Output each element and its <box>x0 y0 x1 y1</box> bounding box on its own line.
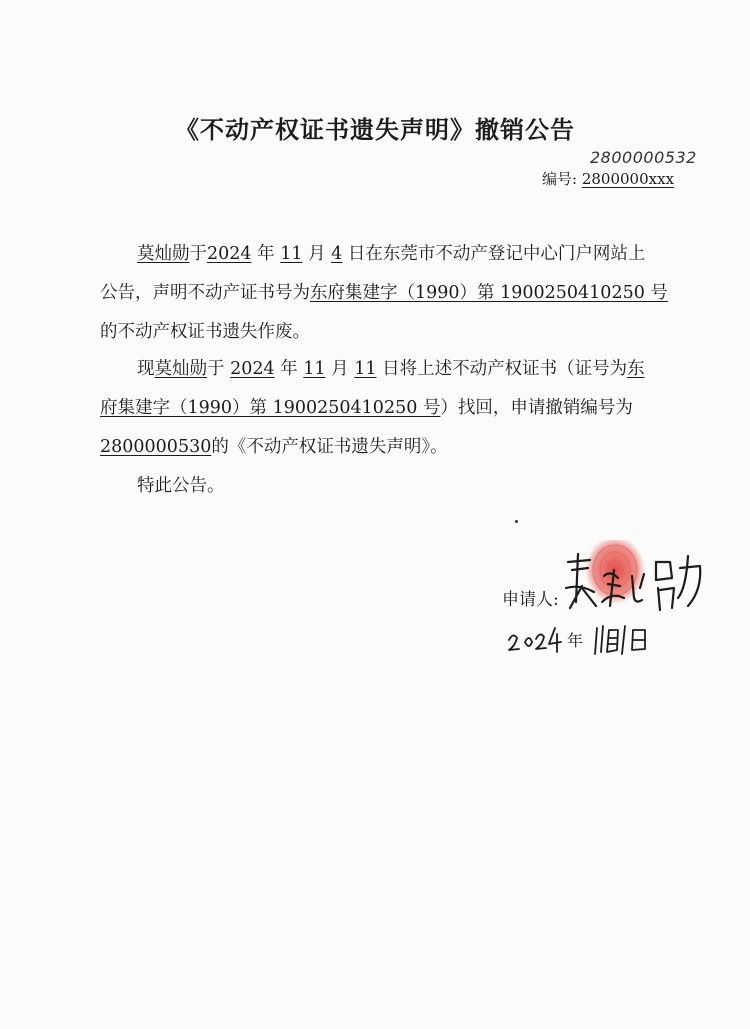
text: 年 <box>280 359 298 379</box>
fingerprint-stamp <box>585 540 645 604</box>
text: 于 <box>189 244 207 264</box>
paragraph-line <box>100 235 668 274</box>
handwritten-number: 2800000532 <box>590 148 697 167</box>
text: 月 <box>331 359 349 379</box>
text: 年 <box>257 244 275 264</box>
signature-with-fingerprint <box>560 540 710 630</box>
paragraph-line <box>100 389 668 428</box>
closing-line: 特此公告。 <box>137 476 225 496</box>
text: 的《不动产权证书遗失声明》。 <box>211 437 448 457</box>
certificate-number: 东 <box>627 359 645 379</box>
paragraph-line <box>100 313 668 352</box>
paragraph-line <box>100 428 668 467</box>
year: 2024 <box>230 359 275 379</box>
text: ）找回，申请撤销编号为 <box>440 398 633 418</box>
paragraph-declaration <box>100 235 668 352</box>
number-value: 2800000xxx <box>581 170 675 188</box>
month: 11 <box>280 244 303 264</box>
handwritten-date <box>505 620 685 660</box>
applicant-label: 申请人: <box>502 590 559 610</box>
certificate-number: 东府集建字（1990）第 1900250410250 号 <box>310 283 668 303</box>
date-year-char: 年 <box>567 631 584 650</box>
certificate-number: 府集建字（1990）第 1900250410250 号 <box>100 398 441 418</box>
document-title: 《不动产权证书遗失声明》撤销公告 <box>175 116 575 144</box>
month: 11 <box>303 359 326 379</box>
text: 月 <box>308 244 326 264</box>
revocation-number: 2800000530 <box>100 437 212 457</box>
paragraph-line <box>100 274 668 313</box>
owner-name: 莫灿勋 <box>154 359 207 379</box>
number-label: 编号: <box>542 170 578 188</box>
owner-name: 莫灿勋 <box>137 244 190 264</box>
document-number <box>542 168 674 189</box>
text: 现 <box>137 359 155 379</box>
text: 公告，声明不动产证书号为 <box>100 283 310 303</box>
day: 4 <box>331 244 343 264</box>
paragraph-revocation <box>100 350 668 467</box>
ink-dot <box>515 520 518 523</box>
paragraph-line <box>100 350 668 389</box>
text: 日将上述不动产权证书（证号为 <box>382 359 628 379</box>
text: 于 <box>207 359 225 379</box>
text: 的不动产权证书遗失作废。 <box>100 322 310 342</box>
day: 11 <box>354 359 377 379</box>
year: 2024 <box>207 244 252 264</box>
closing-text <box>100 467 668 506</box>
text: 日在东莞市不动产登记中心门户网站上 <box>347 244 646 264</box>
